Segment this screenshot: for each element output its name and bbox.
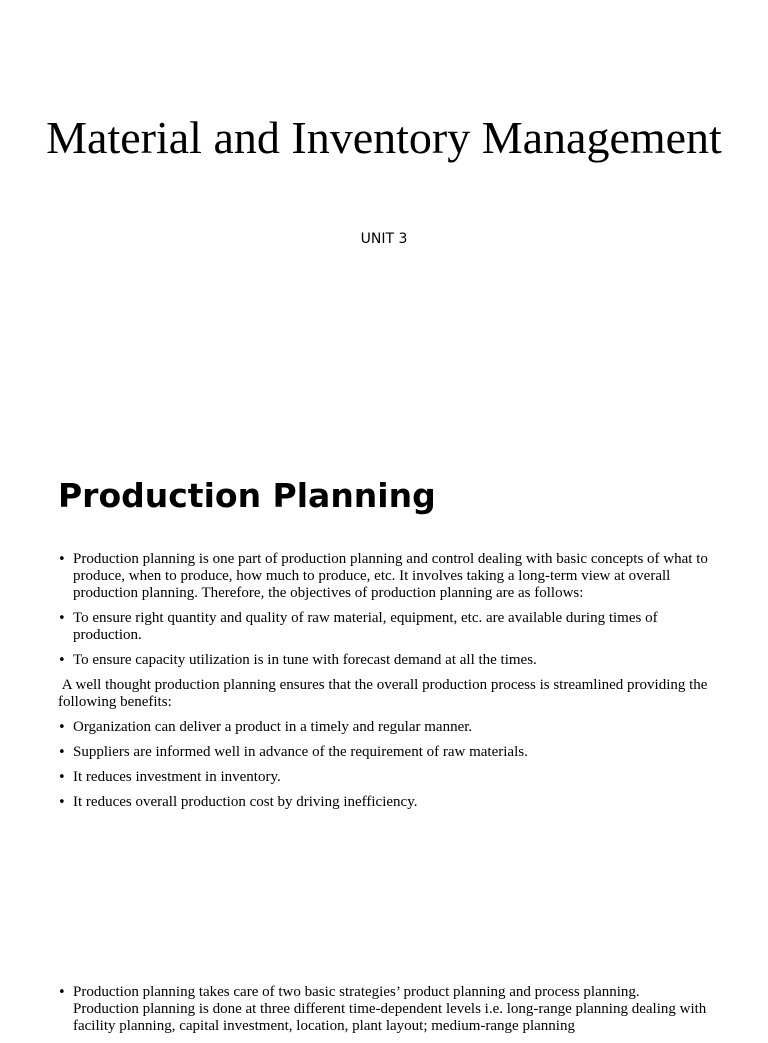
bullet-item: • Suppliers are informed well in advance of the requirement of raw materials. xyxy=(58,744,708,761)
bullet-item: • Production planning takes care of two basic strategies’ product planning and process planning. Production planning is done at three different time-dependent levels i.e. long-range planning dealing with facility planning, capital investment, location, plant layout; medium-range planning xyxy=(58,984,708,1035)
slide-content xyxy=(58,551,712,819)
bullet-item: • Production planning is one part of production planning and control dealing with basic concepts of what to produce, when to produce, how much to produce, etc. It involves taking a long-term view at overall production planning. Therefore, the objectives of production planning are as follows: xyxy=(58,551,708,602)
title-slide xyxy=(0,0,768,432)
slide-title: Material and Inventory Management xyxy=(46,112,722,163)
slide-subtitle: UNIT 3 xyxy=(360,231,408,247)
bullet-item: • It reduces overall production cost by driving inefficiency. xyxy=(58,794,708,811)
production-planning-slide xyxy=(0,444,768,864)
slide-content xyxy=(58,984,708,1043)
bullet-item: • It reduces investment in inventory. xyxy=(58,769,708,786)
continuation-slide xyxy=(0,876,768,1034)
slide-heading: Production Planning xyxy=(58,476,436,515)
bullet-item: • To ensure capacity utilization is in tune with forecast demand at all the times. xyxy=(58,652,708,669)
paragraph-text: A well thought production planning ensures that the overall production process is streamlined providing the following benefits: xyxy=(58,677,712,710)
bullet-item: • Organization can deliver a product in a timely and regular manner. xyxy=(58,719,708,736)
bullet-item: • To ensure right quantity and quality of raw material, equipment, etc. are available during times of production. xyxy=(58,610,708,644)
